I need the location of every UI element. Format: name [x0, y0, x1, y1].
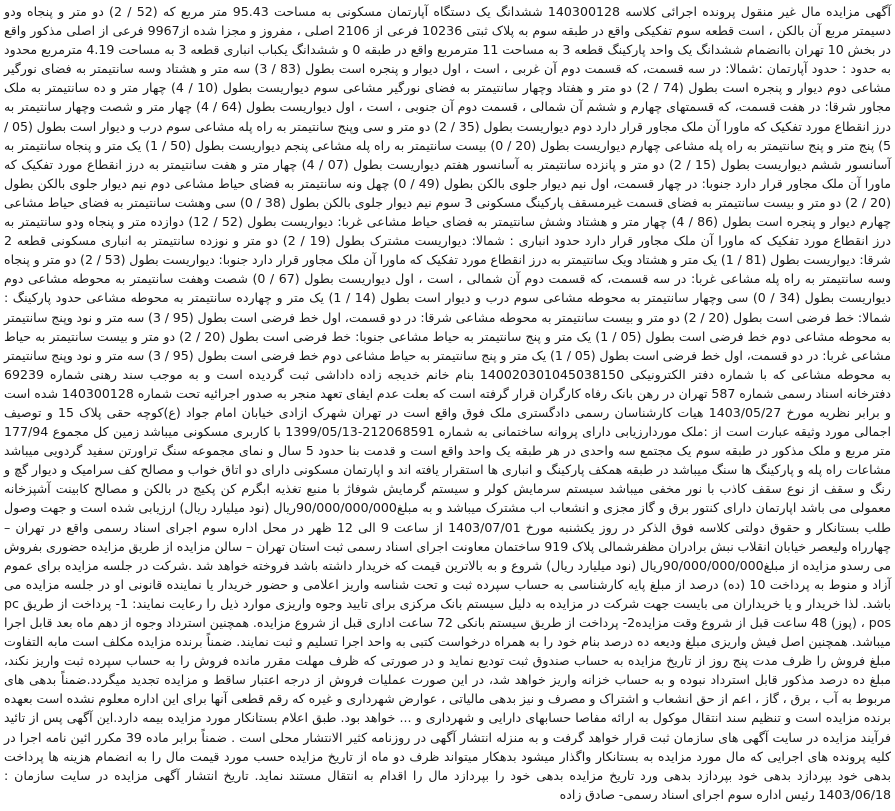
- notice-body: آگهی مزایده مال غیر منقول پرونده اجرائی کلاسه 140300128 ششدانگ یک دستگاه آپارتمان مسکونی به مساحت 95.43 متر مربع که (52 / 2) دو متر و پنجاه ودو دسیمتر مربع آن بالکن ، است قطعه سوم تفکیکی واقع در طبقه سوم به پلاک ثبتی 10236 فرعی از 2106 اصلی ، مفروز و مجزا شده از9967 فرعی از اصلی مذکور واقع در بخش 10 تهران باانضمام ششدانگ یک واحد پارکینگ قطعه 3 به مساحت 11 مترمربع واقع در طبقه 0 و ششدانگ یکباب انباری قطعه 3 به مساحت 4.19 مترمربع محدود به حدود : حدود آپارتمان :شمالا: در سه قسمت، که قسمت دوم آن غربی ، است ، اول دیوار و پنجره است بطول (83 / 3) سه متر و هشتاد وسه سانتیمتر به فضای نورگیر مشاعی دوم دیوار و پنجره است بطول (74 / 2) دو متر و هفتاد وچهار سانتیمتر به فضای نورگیر مشاعی سوم دیواریست بطول (10 / 4) چهار متر و ده سانتیمتر به ملک مجاور شرقا: در هفت قسمت، که قسمتهای چهارم و ششم آن شمالی ، قسمت دوم آن جنوبی ، است ، اول دیواریست بطول (64 / 4) چهار متر و شصت وچهار سانتیمتر به درز انقطاع مورد تفکیک که ماورا آن ملک مجاور قرار دارد دوم دیواریست بطول (35 / 2) دو متر و سی وپنج سانتیمتر به راه پله مشاعی سوم درب و دیوار است بطول (05 / 5) پنج متر و پنج سانتیمتر به راه پله مشاعی چهارم دیواریست بطول (20 / 0) بیست سانتیمتر به راه پله مشاعی پنجم دیواریست بطول (50 / 1) یک متر و پنجاه سانتیمتر به آسانسور ششم دیواریست بطول (15 / 2) دو متر و پانزده سانتیمتر به آسانسور هفتم دیواریست بطول (07 / 4) چهار متر و هفت سانتیمتر به درز انقطاع مورد تفکیک که ماورا آن ملک مجاور قرار دارد جنوبا: در چهار قسمت، اول نیم دیوار جلوی بالکن بطول (49 / 0) چهل ونه سانتیمتر به فضای حیاط مشاعی دوم نیم دیوار جلوی بالکن بطول (20 / 2) دو متر و بیست سانتیمتر به فضای قسمت غیرمسقف پارکینگ مسکونی 3 سوم نیم دیوار جلوی بالکن بطول (38 / 0) سی وهشت سانتیمتر به فضای حیاط مشاعی چهارم دیوار و پنجره است بطول (86 / 4) چهار متر و هشتاد وشش سانتیمتر به فضای حیاط مشاعی غربا: دیواریست بطول (52 / 12) دوازده متر و پنجاه ودو سانتیمتر به درز انقطاع مورد تفکیک که ماورا آن ملک مجاور قرار دارد حدود انباری : شمالا: دیواریست مشترک بطول (19 / 2) دو متر و نوزده سانتیمتر به انباری مسکونی قطعه 2 شرقا: دیواریست بطول (81 / 1) یک متر و هشتاد ویک سانتیمتر به درز انقطاع مورد تفکیک که ماورا آن ملک مجاور قرار دارد جنوبا: دیواریست بطول (53 / 2) دو متر و پنجاه وسه سانتیمتر به راه پله مشاعی غربا: در سه قسمت، که قسمت دوم آن شمالی ، است ، اول دیواریست بطول (67 / 0) شصت وهفت سانتیمتر به محوطه مشاعی دوم دیواریست بطول (34 / 0) سی وچهار سانتیمتر به محوطه مشاعی سوم درب و دیوار است بطول (14 / 1) یک متر و چهارده سانتیمتر به محوطه مشاعی حدود پارکینگ : شمالا: خط فرضی است بطول (20 / 2) دو متر و بیست سانتیمتر به محوطه مشاعی شرقا: در دو قسمت، اول خط فرضی است بطول (95 / 3) سه متر و نود وپنج سانتیمتر به محوطه مشاعی دوم خط فرضی است بطول (05 / 1) یک متر و پنج سانتیمتر به حیاط مشاعی جنوبا: خط فرضی است بطول (20 / 2) دو متر و بیست سانتیمتر به حیاط مشاعی غربا: در دو قسمت، اول خط فرضی است بطول (05 / 1) یک متر و پنج سانتیمتر به حیاط مشاعی دوم خط فرضی است بطول (95 / 3) سه متر و نود وپنج سانتیمتر به محوطه مشاعی که با شماره دفتر الکترونیکی 140020301045038150 بنام خانم خدیجه زاده داداشی ثبت گردیده است و به موجب سند رهنی شماره 69239 دفترخانه اسناد رسمی شماره 587 تهران در رهن بانک رفاه کارگران قرار گرفته است که بعلت عدم ایفای تعهد منجر به صدور اجرائیه تحت شماره 140300128 شده است و برابر نظریه مورخ 1403/05/27 هیات کارشناسان رسمی دادگستری ملک فوق واقع است در تهران شهرک ازادی خیابان امام جواد (ع)کوچه حقی پلاک 15 و توصیف اجمالی مورد وثیقه عبارت است از :ملک موردارزیابی دارای پروانه ساختمانی به شماره 212068591-1399/05/13 با کاربری مسکونی میباشد زمین کل مجموع 177/94 متر مربع و ملک مذکور در طبقه سوم یک مجتمع سه واحدی در هر طبقه یک واحد واقع است و قدمت بنا حدود 5 سال و نمای مجموعه سنگ تراورتن سفید گردویی میباشد مشاعات راه پله و پارکینگ ها سنگ میباشد در طبقه همکف پارکینگ و انباری ها استقرار یافته اند و اپارتمان مسکونی دارای دو اتاق خواب و مصالح کف سرامیک و دیوار گچ و رنگ و سقف از نوع سقف کاذب با نور مخفی میباشد سیستم سرمایش کولر و سیستم گرمایش شوفاژ با منبع تغذیه ابگرم کن پکیج در بالکن و مصالح کابینت آشپزخانه معمولی می باشد اپارتمان دارای کنتور برق و گاز مجزی و انشعاب اب مشترک میباشد و به مبلغ90/000/000/000ریال (نود میلیارد ریال) ارزیابی شده است و جهت وصول طلب بستانکار و حقوق دولتی کلاسه فوق الذکر در روز یکشنبه مورخ 1403/07/01 از ساعت 9 الی 12 ظهر در محل اداره سوم اجرای اسناد رسمی واقع در تهران – چهارراه ولیعصر خیابان انقلاب نبش برادران مظفرشمالی پلاک 919 ساختمان معاونت اجرای اسناد رسمی ثبت استان تهران – سالن مزایده از طریق مزایده حضوری بفروش می رسدو مزایده از مبلغ90/000/000/000ریال (نود میلیارد ریال) شروع و به بالاترین قیمت که خریدار داشته باشد فروخته خواهد شد .شرکت در جلسه مزایده برای عموم آزاد و منوط به پرداخت 10 (ده) درصد از مبلغ پایه کارشناسی به حساب سپرده ثبت و تحت شناسه واریز اعلامی و حضور خریدار یا نماینده قانونی او در جلسه مزایده می باشد. لذا خریدار و یا خریداران می بایست جهت شرکت در مزایده به دلیل سیستم بانک مرکزی برای تایید وجوه واریزی موارد ذیل را رعایت نمایند: 1- پرداخت از طریق pc pos ، (پوز) 48 ساعت قبل از شروع وقت مزایده2- پرداخت از طریق سیستم بانکی 72 ساعت اداری قبل از شروع مزایده. همچنین استرداد وجوه از دهم ماه بعد قابل اجرا میباشد. همچنین اصل فیش واریزی مبلغ ودیعه ده درصد بنام خود را به همراه درخواست کتبی به واحد اجرا تسلیم و ثبت نمایند. ضمناً برنده مزایده مکلف است مابه التفاوت مبلغ فروش را ظرف مدت پنج روز از تاریخ مزایده به حساب صندوق ثبت تودیع نماید و در صورتی که ظرف مهلت مقرر مانده فروش را به حساب سپرده ثبت واریز نکند، مبلغ ده درصد مذکور قابل استرداد نبوده و به حساب خزانه واریز خواهد شد، در این صورت عملیات فروش از درجه اعتبار ساقط و مزایده تجدید میگردد.ضمناً بدهی های مربوط به آب ، برق ، گاز ، اعم از حق انشعاب و اشتراک و مصرف و نیز بدهی مالیاتی ، عوارض شهرداری و غیره که رقم قطعی آنها برای این اداره معلوم نشده است بعهده برنده مزایده است و تنظیم سند انتقال موکول به ارائه مفاصا حسابهای دارایی و شهرداری و ... خواهد بود. طبق اعلام بستانکار مورد مزایده بیمه دارد.این آگهی پس از تائید فرآیند مزایده در سایت آگهی های سازمان ثبت قرار خواهد گرفت و به منزله انتشار آگهی در روزنامه کثیر الانتشار محلی است . ضمناً برابر ماده 39 مکرر ائین نامه اجرا در کلیه پرونده های اجرایی که مال مورد مزایده به بستانکار واگذار میشود بدهکار میتواند ظرف دو ماه از تاریخ مزایده حسب مورد قیمت مال را به انضمام هزینه ها پرداخت بدهی خود بپردازد بدهی خود بپردازد بدهی ورد تاریخ مزایده بدهی خود را بپردازد مال را اقدام به انتقال مستند نماید. تاریخ انتشار آگهی مزایده در سایت سازمان : 1403/06/18 رئیس اداره سوم اجرای اسناد رسمی- صادق زاده: [4, 4, 892, 802]
